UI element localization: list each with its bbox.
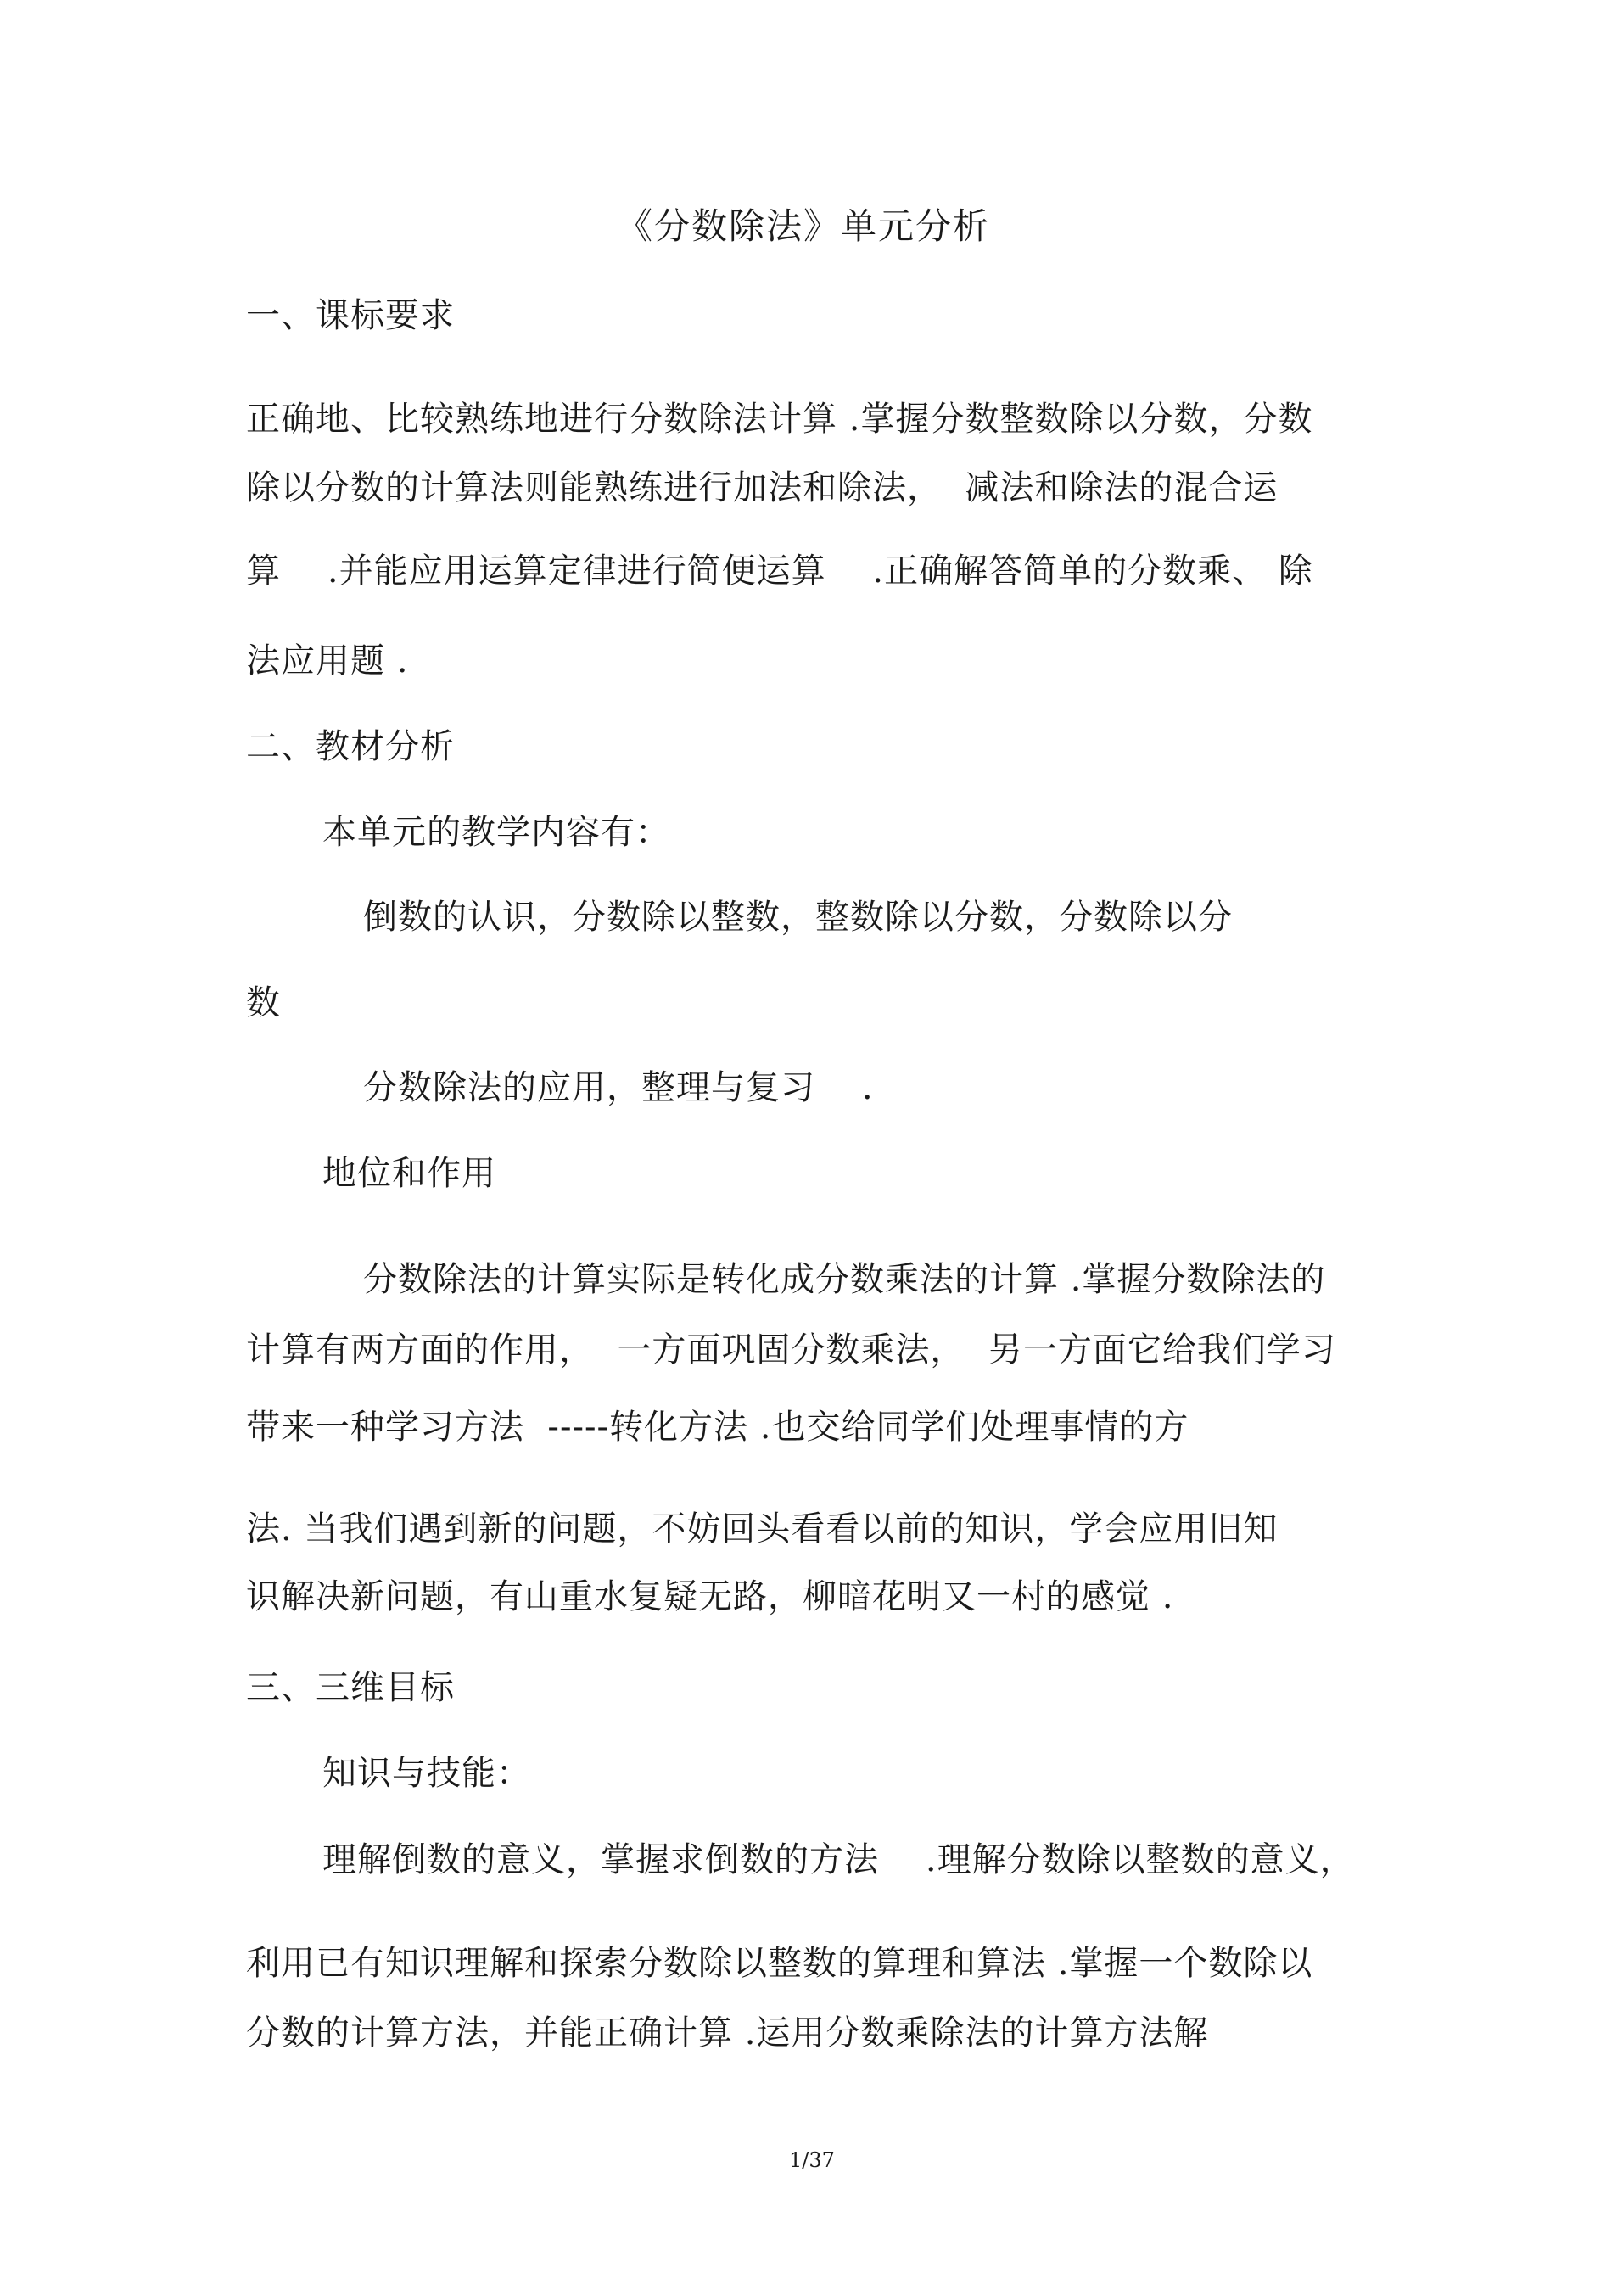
paragraph-line: 利用已有知识理解和探索分数除以整数的算理和算法 .掌握一个数除以 — [246, 1944, 1313, 1983]
paragraph-line: 法应用题 . — [246, 641, 409, 680]
list-item: 分数除法的应用，整理与复习 . — [363, 1068, 874, 1107]
document-title: 《分数除法》单元分析 — [617, 205, 991, 247]
sub-heading: 地位和作用 — [322, 1154, 496, 1193]
paragraph-line: 正确地、比较熟练地进行分数除法计算 .掌握分数整数除以分数，分数 — [246, 400, 1313, 439]
section-heading-1: 一、课标要求 — [246, 296, 455, 335]
paragraph-line: 识解决新问题，有山重水复疑无路，柳暗花明又一村的感觉 . — [246, 1577, 1174, 1616]
list-item: 倒数的认识，分数除以整数，整数除以分数，分数除以分 — [363, 898, 1233, 937]
paragraph-line: 本单元的教学内容有： — [322, 813, 670, 852]
paragraph-line: 计算有两方面的作用， 一方面巩固分数乘法， 另一方面它给我们学习 — [246, 1330, 1336, 1369]
paragraph-line: 理解倒数的意义，掌握求倒数的方法 .理解分数除以整数的意义， — [322, 1840, 1355, 1879]
section-heading-3: 三、三维目标 — [246, 1668, 455, 1707]
paragraph-line: 除以分数的计算法则能熟练进行加法和除法， 减法和除法的混合运 — [246, 468, 1279, 507]
paragraph-line: 法. 当我们遇到新的问题，不妨回头看看以前的知识，学会应用旧知 — [246, 1509, 1279, 1548]
page-number: 1/37 — [789, 2148, 835, 2172]
sub-heading: 知识与技能： — [322, 1754, 531, 1793]
list-item: 数 — [246, 983, 281, 1022]
paragraph-line: 带来一种学习方法 -----转化方法 .也交给同学们处理事情的方 — [246, 1408, 1189, 1447]
paragraph-line: 算 .并能应用运算定律进行简便运算 .正确解答简单的分数乘、 除 — [246, 552, 1313, 591]
section-heading-2: 二、教材分析 — [246, 727, 455, 766]
paragraph-line: 分数除法的计算实际是转化成分数乘法的计算 .掌握分数除法的 — [363, 1260, 1326, 1299]
paragraph-line: 分数的计算方法，并能正确计算 .运用分数乘除法的计算方法解 — [246, 2013, 1209, 2052]
